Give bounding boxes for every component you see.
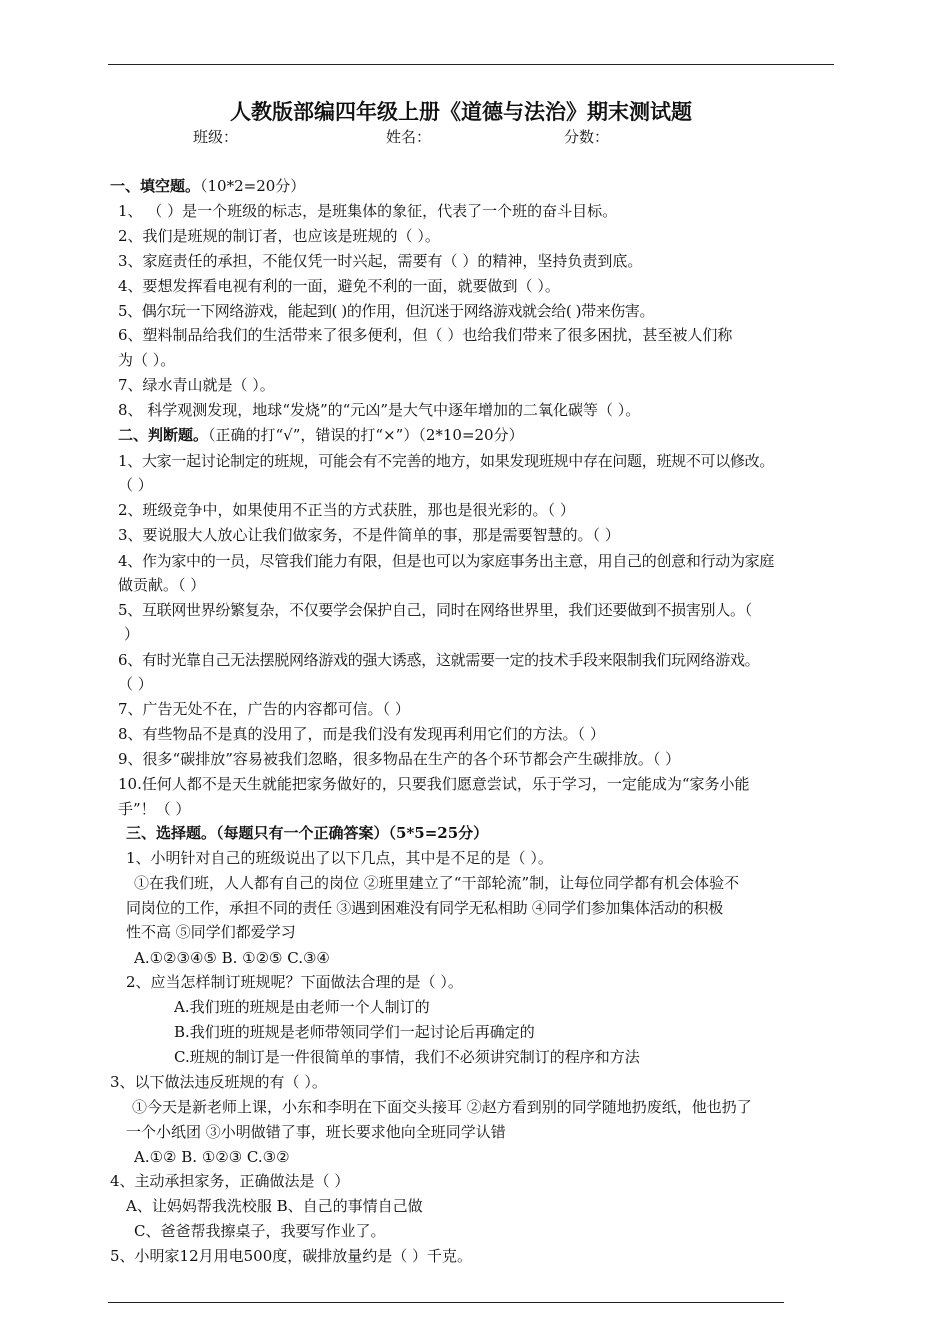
choice-q2: 2、应当怎样制订班规呢？下面做法合理的是（ ）。 bbox=[126, 973, 463, 991]
fill-q7: 7、绿水青山就是（ ）。 bbox=[118, 376, 275, 394]
choice-q4-options-ab: A、让妈妈帮我洗校服 B、自己的事情自己做 bbox=[126, 1197, 423, 1215]
judge-q10-line1: 10.任何人都不是天生就能把家务做好的，只要我们愿意尝试，乐于学习，一定能成为“家务小能 bbox=[118, 775, 750, 793]
judge-q1-line2: （ ） bbox=[118, 476, 153, 494]
choice-q1-options-line3: 性不高 ⑤同学们都爱学习 bbox=[126, 923, 296, 941]
class-label: 班级： bbox=[193, 128, 239, 146]
fill-q1: 1、 （ ）是一个班级的标志，是班集体的象征，代表了一个班的奋斗目标。 bbox=[118, 202, 618, 220]
judge-q6-line1: 6、有时光靠自己无法摆脱网络游戏的强大诱惑，这就需要一定的技术手段来限制我们玩网络游戏。 bbox=[118, 651, 760, 669]
fill-q6-line1: 6、塑料制品给我们的生活带来了很多便利，但（ ）也给我们带来了很多困扰，甚至被人们称 bbox=[118, 326, 733, 344]
judge-q9: 9、很多“碳排放”容易被我们忽略，很多物品在生产的各个环节都会产生碳排放。（ ） bbox=[118, 750, 681, 768]
choice-q2-option-a: A.我们班的班规是由老师一个人制订的 bbox=[174, 998, 430, 1016]
section-2-heading-line bbox=[118, 425, 524, 445]
choice-q3: 3、以下做法违反班规的有（ ）。 bbox=[110, 1073, 327, 1091]
judge-q6-line2: （ ） bbox=[118, 675, 153, 693]
choice-q5: 5、小明家12月用电500度，碳排放量约是（ ）千克。 bbox=[110, 1247, 473, 1265]
section-3-heading: 三、选择题。（每题只有一个正确答案）（5*5=25分） bbox=[126, 824, 489, 842]
choice-q4: 4、主动承担家务，正确做法是（ ） bbox=[110, 1172, 350, 1190]
fill-q3: 3、家庭责任的承担，不能仅凭一时兴起，需要有（ ）的精神，坚持负责到底。 bbox=[118, 252, 643, 270]
score-label: 分数： bbox=[564, 128, 610, 146]
judge-q5-line2: ） bbox=[124, 625, 140, 643]
choice-q1: 1、小明针对自己的班级说出了以下几点，其中是不足的是（ ）。 bbox=[126, 849, 553, 867]
judge-q4-line1: 4、作为家中的一员，尽管我们能力有限，但是也可以为家庭事务出主意，用自己的创意和行动为家庭 bbox=[118, 552, 775, 570]
page-title: 人教版部编四年级上册《道德与法治》期末测试题 bbox=[230, 99, 692, 124]
choice-q1-options-line1: ①在我们班，人人都有自己的岗位 ②班里建立了“干部轮流”制，让每位同学都有机会体验不 bbox=[134, 874, 740, 892]
judge-q10-line2: 手”！（ ） bbox=[118, 800, 191, 818]
bottom-rule bbox=[108, 1302, 784, 1303]
choice-q2-option-c: C.班规的制订是一件很简单的事情，我们不必须讲究制订的程序和方法 bbox=[174, 1048, 640, 1066]
judge-q3: 3、要说服大人放心让我们做家务，不是件简单的事，那是需要智慧的。（ ） bbox=[118, 526, 620, 544]
section-2-score: （正确的打“√”，错误的打“×”）（2*10=20分） bbox=[208, 426, 524, 444]
section-1-score: （10*2=20分） bbox=[200, 177, 306, 195]
section-1-heading: 一、填空题。 bbox=[110, 177, 201, 195]
judge-q5-line1: 5、互联网世界纷繁复杂，不仅要学会保护自己，同时在网络世界里，我们还要做到不损害别人。（ bbox=[118, 601, 752, 619]
section-1-heading-line bbox=[110, 176, 305, 196]
fill-q6-line2: 为（ ）。 bbox=[118, 351, 176, 369]
judge-q2: 2、班级竞争中，如果使用不正当的方式获胜，那也是很光彩的。（ ） bbox=[118, 501, 575, 519]
fill-q5: 5、偶尔玩一下网络游戏，能起到( )的作用，但沉迷于网络游戏就会给( )带来伤害。 bbox=[118, 302, 655, 320]
choice-q1-answers: A.①②③④⑤ B. ①②⑤ C.③④ bbox=[134, 949, 330, 967]
choice-q3-answers: A.①② B. ①②③ C.③② bbox=[134, 1148, 290, 1166]
judge-q7: 7、广告无处不在，广告的内容都可信。（ ） bbox=[118, 700, 410, 718]
name-label: 姓名： bbox=[386, 128, 432, 146]
choice-q4-option-c: C、爸爸帮我擦桌子，我要写作业了。 bbox=[134, 1222, 386, 1240]
fill-q4: 4、要想发挥看电视有利的一面，避免不利的一面，就要做到（ ）。 bbox=[118, 277, 560, 295]
choice-q1-options-line2: 同岗位的工作，承担不同的责任 ③遇到困难没有同学无私相助 ④同学们参加集体活动的积极 bbox=[126, 899, 723, 917]
choice-q3-options-line2: 一个小纸团 ③小明做错了事，班长要求他向全班同学认错 bbox=[126, 1123, 506, 1141]
choice-q2-option-b: B.我们班的班规是老师带领同学们一起讨论后再确定的 bbox=[174, 1023, 535, 1041]
fill-q2: 2、我们是班规的制订者，也应该是班规的（ ）。 bbox=[118, 227, 440, 245]
fill-q8: 8、 科学观测发现，地球“发烧”的“元凶”是大气中逐年增加的二氧化碳等（ ）。 bbox=[118, 401, 641, 419]
judge-q1-line1: 1、大家一起讨论制定的班规，可能会有不完善的地方，如果发现班规中存在问题，班规不可以修改。 bbox=[118, 452, 775, 470]
section-2-heading: 二、判断题。 bbox=[118, 426, 209, 444]
judge-q8: 8、有些物品不是真的没用了，而是我们没有发现再利用它们的方法。（ ） bbox=[118, 725, 605, 743]
top-rule bbox=[108, 64, 834, 65]
choice-q3-options-line1: ①今天是新老师上课，小东和李明在下面交头接耳 ②赵方看到别的同学随地扔废纸，他也扔了 bbox=[132, 1098, 752, 1116]
judge-q4-line2: 做贡献。（ ） bbox=[118, 576, 206, 594]
